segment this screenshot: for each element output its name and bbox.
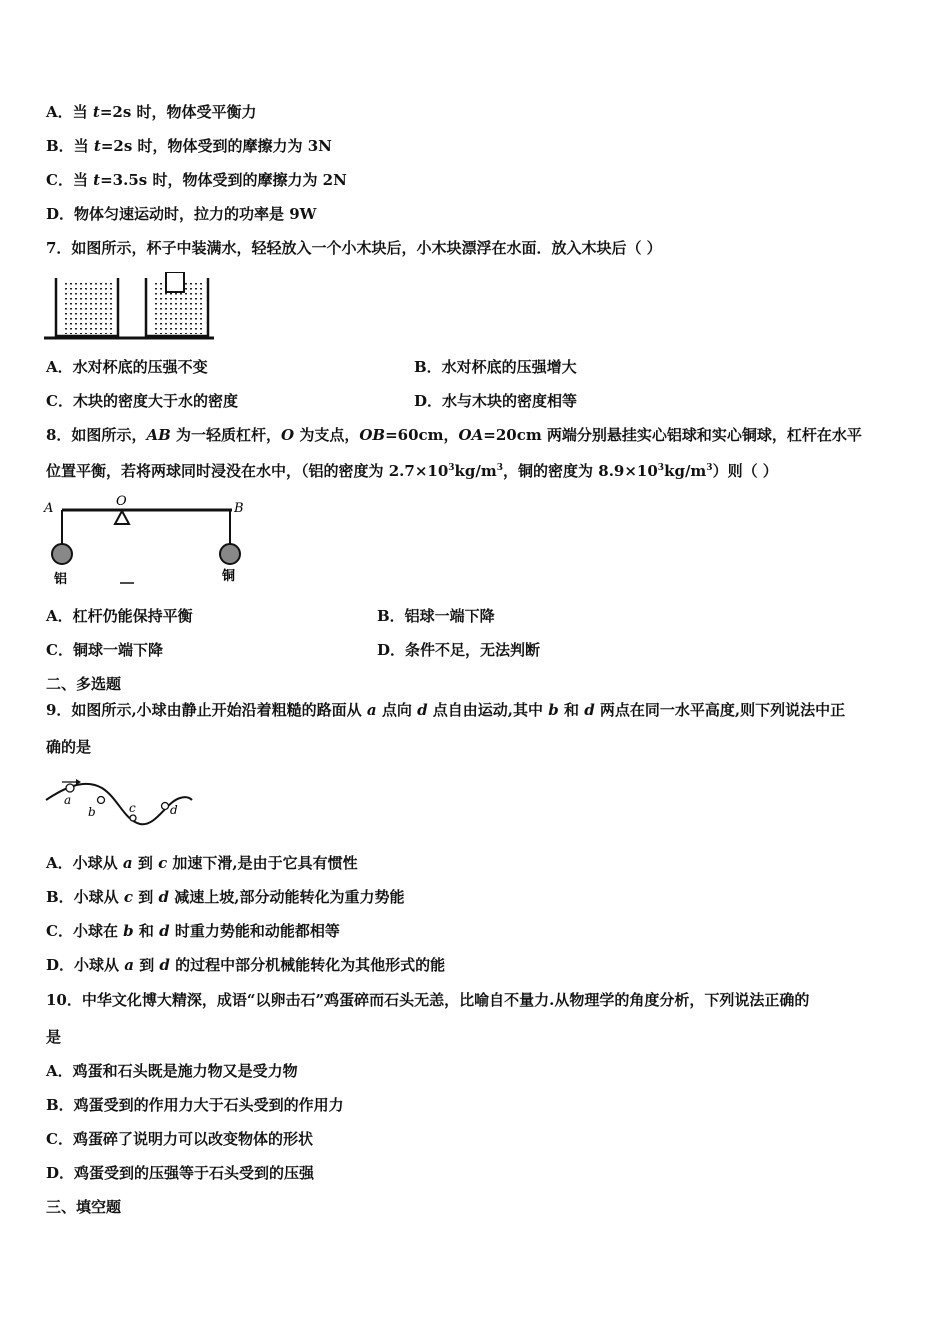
section-heading-fill-in: 三、填空题 xyxy=(46,1198,122,1216)
q6-option-c: C．当 t=3.5s 时，物体受到的摩擦力为 2N xyxy=(46,171,347,189)
q7-option-d: D．水与木块的密度相等 xyxy=(414,392,578,410)
track-label-c: c xyxy=(129,801,136,815)
q9-stem-line2: 确的是 xyxy=(46,738,92,756)
q8-stem-line1: 8．如图所示，AB 为一轻质杠杆，O 为支点，OB=60cm，OA=20cm 两端分别悬挂实心铝球和实心铜球，杠杆在水平 xyxy=(46,426,862,444)
q8-figure-lever xyxy=(42,494,252,590)
q7-option-a: A．水对杯底的压强不变 xyxy=(46,358,208,376)
q8-option-d: D．条件不足，无法判断 xyxy=(377,641,541,659)
q7-stem: 7．如图所示，杯子中装满水，轻轻放入一个小木块后，小木块漂浮在水面．放入木块后（ ） xyxy=(46,239,662,257)
q7-figure-cups xyxy=(44,272,216,342)
lever-label-o: O xyxy=(116,494,127,509)
q6-option-d: D．物体匀速运动时，拉力的功率是 9W xyxy=(46,205,317,223)
q9-option-b: B．小球从 c 到 d 减速上坡,部分动能转化为重力势能 xyxy=(46,888,405,906)
q10-option-b: B．鸡蛋受到的作用力大于石头受到的作用力 xyxy=(46,1096,344,1114)
q6-option-b: B．当 t=2s 时，物体受到的摩擦力为 3N xyxy=(46,137,332,155)
lever-label-b: B xyxy=(234,501,244,516)
q8-option-a: A．杠杆仍能保持平衡 xyxy=(46,607,193,625)
q8-stem-line2: 位置平衡，若将两球同时浸没在水中，（铝的密度为 $2.7\times 10^3kg/m^3$，铜的密度为 $8.9\times 10^3kg/m^3$）则（ ） xyxy=(46,462,778,480)
q8-option-c: C．铜球一端下降 xyxy=(46,641,163,659)
q10-stem-line1: 10．中华文化博大精深，成语“以卵击石”鸡蛋碎而石头无恙，比喻自不量力.从物理学的角度分析，下列说法正确的 xyxy=(46,991,810,1009)
track-label-a: a xyxy=(64,793,72,807)
q7-option-b: B．水对杯底的压强增大 xyxy=(414,358,577,376)
track-label-b: b xyxy=(88,805,96,819)
q9-stem-line1: 9．如图所示,小球由静止开始沿着粗糙的路面从 a 点向 d 点自由运动,其中 b 和 d 两点在同一水平高度,则下列说法中正 xyxy=(46,701,846,719)
q9-option-c: C．小球在 b 和 d 时重力势能和动能都相等 xyxy=(46,922,340,940)
q9-option-a: A．小球从 a 到 c 加速下滑,是由于它具有惯性 xyxy=(46,854,358,872)
q6-option-a: A．当 t=2s 时，物体受平衡力 xyxy=(46,103,257,121)
q9-option-d: D．小球从 a 到 d 的过程中部分机械能转化为其他形式的能 xyxy=(46,956,446,974)
q10-option-a: A．鸡蛋和石头既是施力物又是受力物 xyxy=(46,1062,298,1080)
q10-stem-line2: 是 xyxy=(46,1028,62,1046)
q7-option-c: C．木块的密度大于水的密度 xyxy=(46,392,238,410)
section-heading-multiple-choice: 二、多选题 xyxy=(46,675,122,693)
lever-label-a: A xyxy=(44,501,54,516)
q8-option-b: B．铝球一端下降 xyxy=(377,607,495,625)
q10-option-c: C．鸡蛋碎了说明力可以改变物体的形状 xyxy=(46,1130,313,1148)
ball-label-aluminum: 铝 xyxy=(54,572,68,587)
q10-option-d: D．鸡蛋受到的压强等于石头受到的压强 xyxy=(46,1164,315,1182)
ball-label-copper: 铜 xyxy=(222,569,236,584)
q9-figure-track xyxy=(44,772,196,832)
track-label-d: d xyxy=(170,803,178,817)
